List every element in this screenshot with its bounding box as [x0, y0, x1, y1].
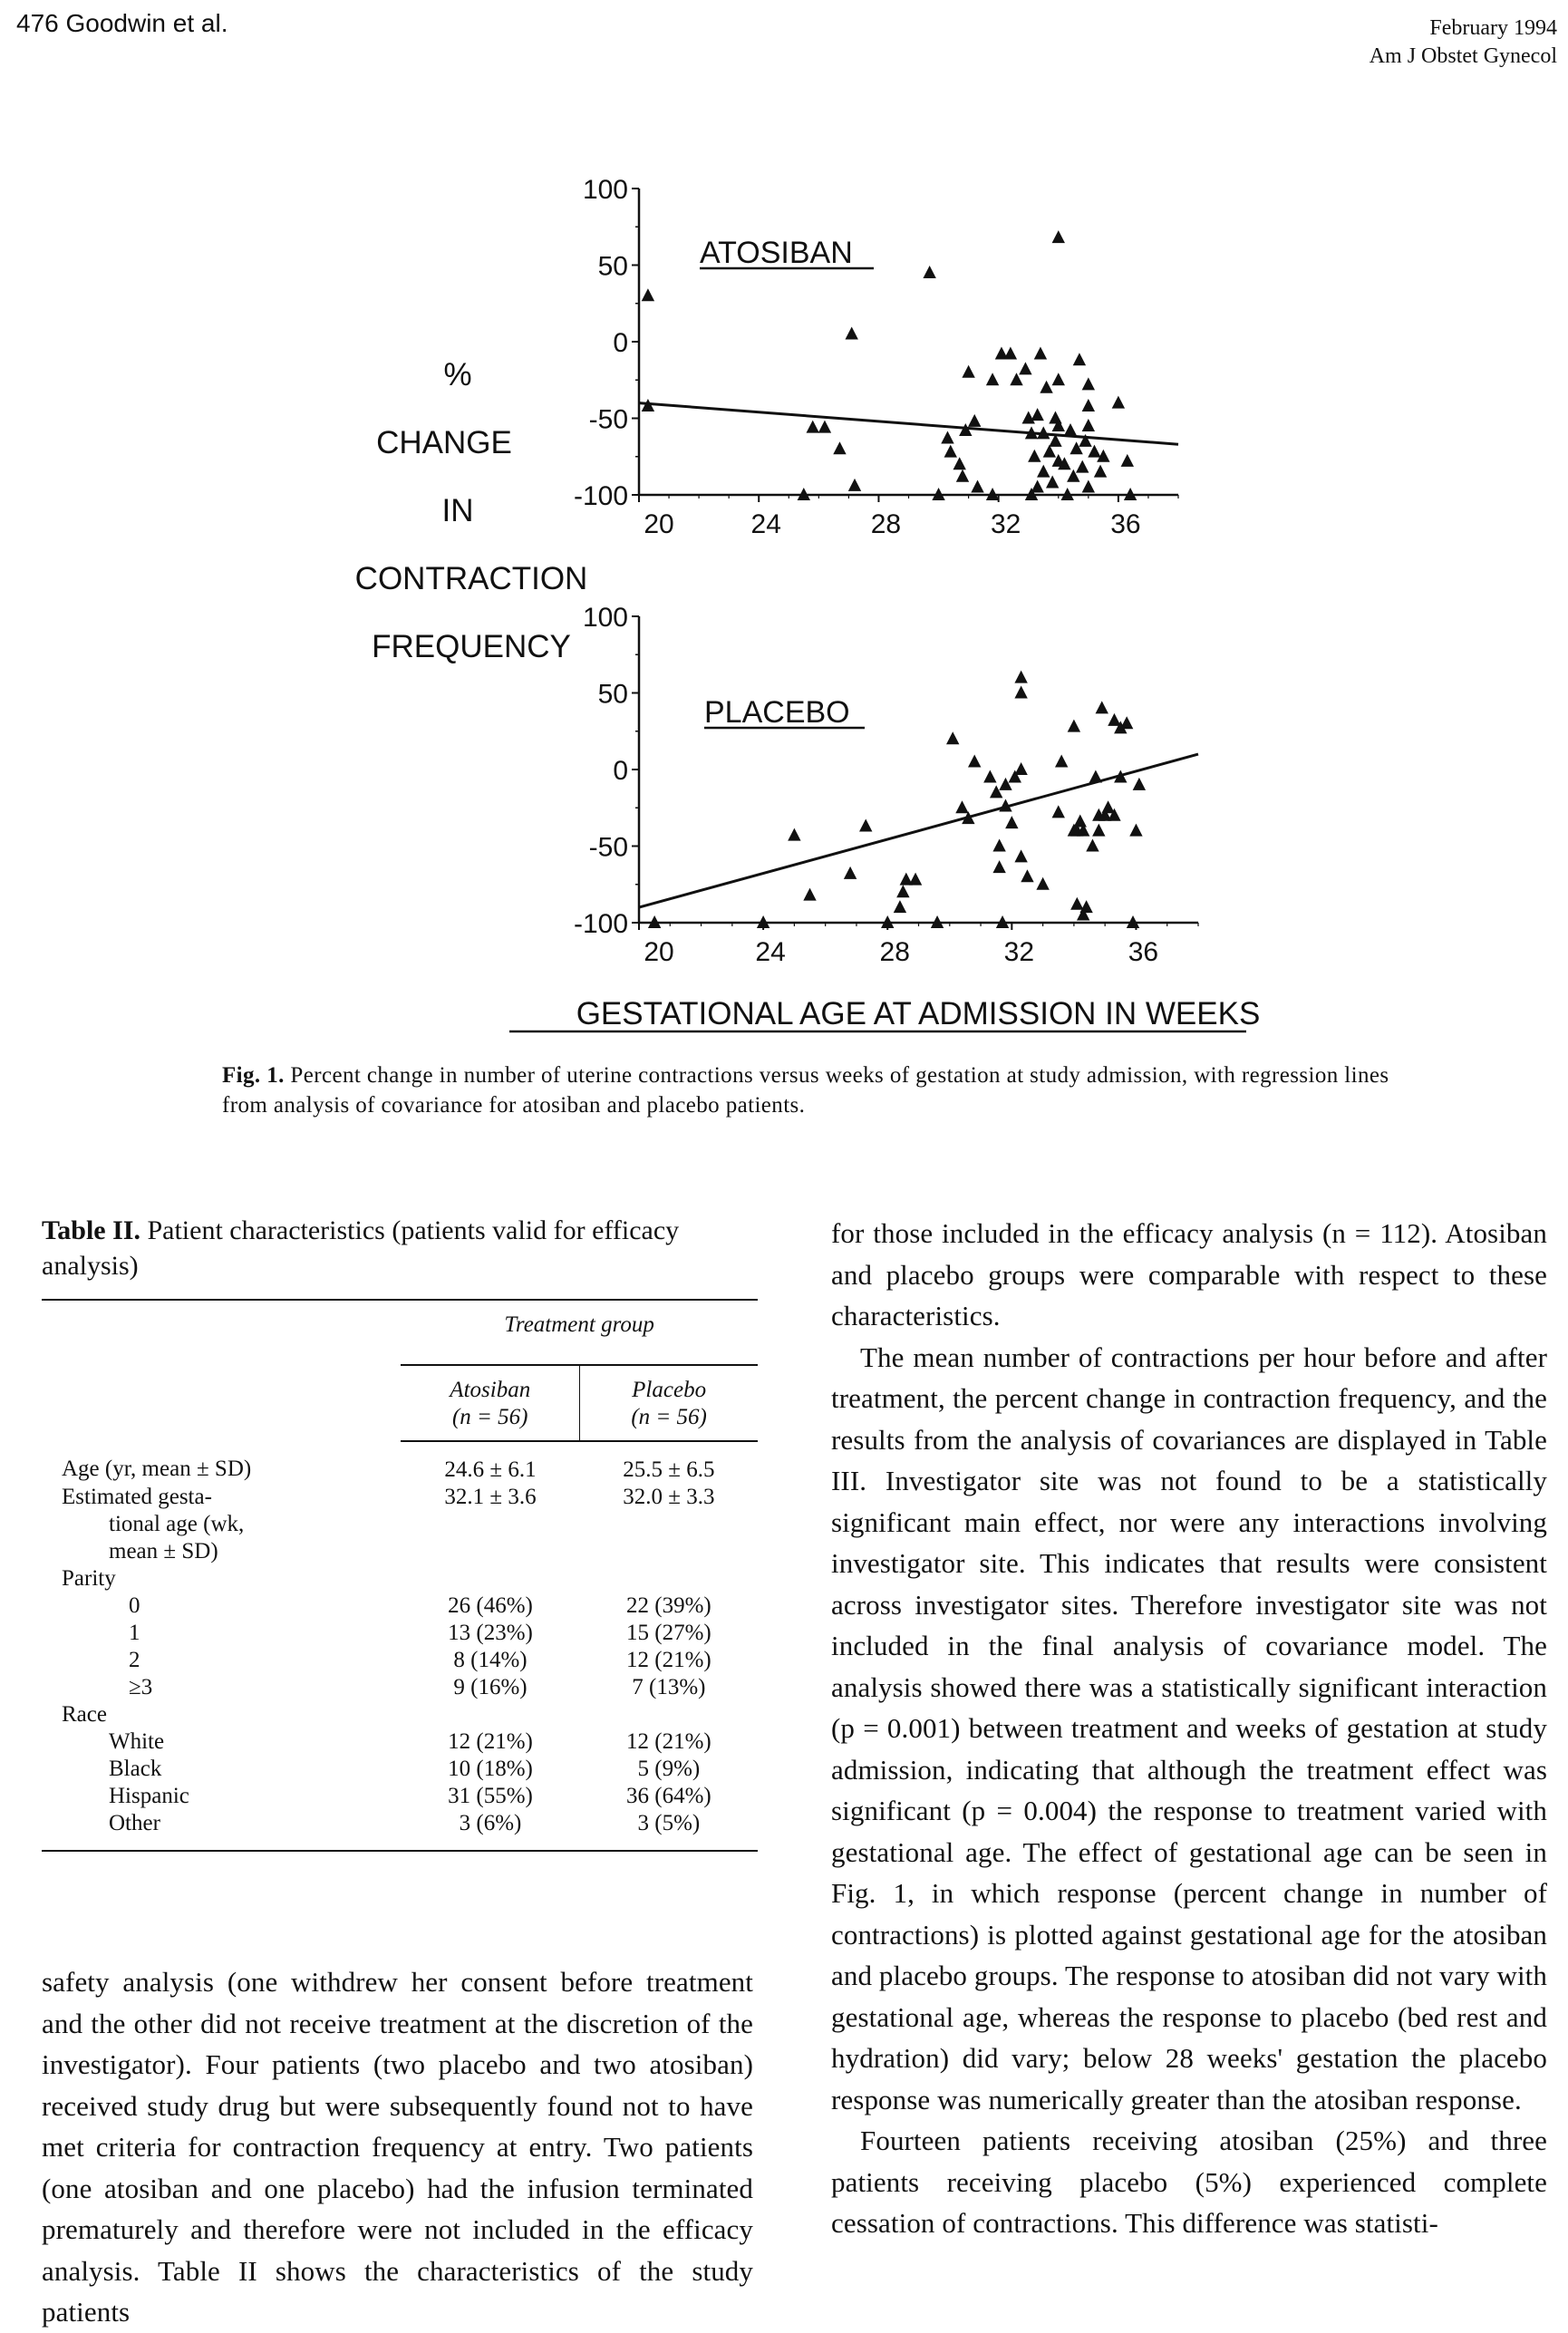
table-cell-placebo: 3 (5%)	[580, 1810, 758, 1851]
data-point	[1055, 755, 1068, 768]
running-header-left: 476 Goodwin et al.	[16, 9, 228, 37]
x-tick-label: 32	[990, 509, 1021, 539]
y-tick-label: -100	[573, 909, 628, 939]
data-point	[953, 457, 965, 470]
data-point	[1014, 849, 1027, 862]
data-point	[1019, 362, 1031, 374]
table-cell-atosiban: 9 (16%)	[453, 1675, 528, 1699]
table-cell-label: Hispanic	[109, 1784, 189, 1808]
data-point	[1031, 480, 1043, 493]
y-axis-label-line: FREQUENCY	[372, 629, 571, 664]
table-row	[42, 1592, 758, 1620]
table-col-atosiban	[401, 1365, 579, 1441]
data-point	[1101, 800, 1114, 813]
table-cell-placebo	[580, 1565, 758, 1592]
data-point	[1096, 701, 1108, 713]
data-point	[1094, 465, 1107, 478]
table-cell-placebo: 5 (9%)	[637, 1757, 701, 1781]
data-point	[1064, 423, 1077, 436]
table-row	[42, 1701, 758, 1728]
table-cell-label: Parity	[62, 1566, 116, 1591]
data-point	[1028, 450, 1040, 462]
x-tick-label: 36	[1110, 509, 1141, 539]
data-point	[642, 288, 654, 301]
table-title-text: Patient characteristics (patients valid for efficacy analysis)	[42, 1215, 680, 1281]
table-cell-placebo: 15 (27%)	[626, 1621, 711, 1645]
table-cell-placebo: 7 (13%)	[632, 1675, 706, 1699]
table-group-header: Treatment group	[401, 1300, 758, 1365]
data-point	[944, 445, 957, 458]
table-cell-placebo: 22 (39%)	[626, 1593, 711, 1618]
table-cell-placebo: 12 (21%)	[626, 1729, 711, 1754]
data-point	[946, 731, 959, 744]
table-cell-atosiban: 13 (23%)	[448, 1621, 533, 1645]
data-point	[962, 365, 974, 378]
y-tick-label: -100	[573, 481, 628, 511]
data-point	[941, 431, 953, 443]
table-cell-placebo	[580, 1538, 758, 1565]
table-cell-placebo	[580, 1701, 758, 1728]
body-column-right	[831, 1213, 1547, 2244]
table-row	[42, 1441, 758, 1484]
table-row	[42, 1620, 758, 1647]
table-row	[42, 1565, 758, 1592]
table-col-atosiban-label: Atosiban	[450, 1378, 531, 1402]
x-tick-label: 24	[750, 509, 781, 539]
y-tick-label: -50	[588, 404, 628, 435]
data-point	[1052, 230, 1065, 243]
data-point	[1112, 396, 1125, 409]
table-cell-label: 1	[129, 1621, 140, 1645]
x-tick-label: 28	[879, 937, 910, 967]
data-point	[1014, 762, 1027, 775]
table-cell-atosiban: 31 (55%)	[448, 1784, 533, 1808]
data-point	[1073, 353, 1086, 365]
table-title	[42, 1213, 731, 1283]
data-point	[1004, 347, 1017, 360]
data-point	[1014, 686, 1027, 699]
data-point	[1082, 377, 1095, 390]
panel-placebo	[574, 603, 1198, 967]
table-row	[42, 1783, 758, 1810]
table-ii	[42, 1299, 758, 1852]
table-cell-placebo	[580, 1511, 758, 1538]
table-cell-atosiban: 10 (18%)	[448, 1757, 533, 1781]
table-cell-atosiban	[401, 1565, 579, 1592]
figure-caption	[222, 1060, 1400, 1120]
table-col-placebo	[580, 1365, 758, 1441]
table-cell-atosiban: 24.6 ± 6.1	[444, 1457, 537, 1482]
data-point	[1086, 839, 1099, 852]
header-journal: Am J Obstet Gynecol	[1369, 44, 1557, 68]
table-cell-label: Black	[109, 1757, 162, 1781]
x-tick-label: 20	[644, 509, 674, 539]
table-cell-atosiban	[401, 1701, 579, 1728]
table-cell-label: ≥3	[129, 1675, 153, 1699]
data-point	[859, 819, 872, 832]
table-col-placebo-label: Placebo	[632, 1378, 707, 1402]
y-axis-label-line: CHANGE	[376, 425, 512, 460]
table-row	[42, 1484, 758, 1511]
data-point	[968, 755, 981, 768]
figure-caption-label: Fig. 1.	[222, 1063, 285, 1088]
x-tick-label: 32	[1003, 937, 1035, 967]
data-point	[844, 866, 857, 879]
x-tick-label: 36	[1128, 937, 1159, 967]
table-row	[42, 1756, 758, 1783]
y-axis-label-line: IN	[441, 493, 474, 528]
data-point	[923, 266, 935, 278]
data-point	[1037, 465, 1050, 478]
data-point	[1129, 824, 1142, 837]
body-column-left	[42, 1961, 753, 2333]
data-point	[1082, 399, 1095, 411]
body-paragraph: for those included in the efficacy analysis (n = 112). Atosiban and placebo groups were comparable with respect to these characteristics.	[831, 1217, 1547, 1331]
table-row	[42, 1728, 758, 1756]
table-cell-label: White	[109, 1729, 165, 1754]
data-point	[1014, 671, 1027, 683]
data-point	[803, 888, 816, 901]
table-cell-label: Race	[62, 1702, 107, 1727]
data-point	[894, 900, 906, 913]
data-point	[909, 873, 922, 886]
table-col-atosiban-n: (n = 56)	[451, 1405, 528, 1429]
table-cell-atosiban: 8 (14%)	[453, 1648, 528, 1672]
data-point	[971, 480, 983, 493]
y-tick-label: 0	[613, 756, 628, 786]
regression-line	[639, 403, 1178, 445]
data-point	[986, 373, 999, 385]
panel-title: PLACEBO	[704, 695, 850, 730]
table-cell-label: Other	[42, 1810, 401, 1851]
data-point	[1031, 408, 1043, 421]
data-point	[968, 414, 981, 427]
table-stub-header	[42, 1300, 401, 1441]
data-point	[818, 421, 831, 433]
data-point	[845, 327, 857, 340]
table-row	[42, 1511, 758, 1538]
data-point	[807, 421, 819, 433]
table-cell-atosiban: 3 (6%)	[401, 1810, 579, 1851]
table-cell-placebo: 12 (21%)	[626, 1648, 711, 1672]
figure-caption-text: Percent change in number of uterine contractions versus weeks of gestation at study admission, with regression lines from analysis of covariance for atosiban and placebo patients.	[222, 1063, 1389, 1118]
table-row	[42, 1674, 758, 1701]
x-tick-label: 24	[755, 937, 786, 967]
table-row	[42, 1538, 758, 1565]
data-point	[833, 441, 846, 454]
table-cell-atosiban: 26 (46%)	[448, 1593, 533, 1618]
table-cell-label: Age (yr, mean ± SD)	[62, 1457, 252, 1481]
data-point	[1082, 480, 1095, 493]
figure-1	[0, 0, 1568, 1051]
table-cell-label: mean ± SD)	[109, 1539, 218, 1563]
data-point	[1052, 805, 1065, 818]
table-cell-placebo: 25.5 ± 6.5	[623, 1457, 715, 1482]
data-point	[1005, 816, 1018, 828]
data-point	[1076, 460, 1089, 473]
data-point	[1074, 814, 1087, 827]
y-tick-label: 50	[597, 679, 628, 710]
y-tick-label: 50	[597, 251, 628, 282]
data-point	[955, 800, 968, 813]
y-axis-label-line: %	[443, 357, 472, 392]
table-cell-atosiban	[401, 1511, 579, 1538]
table-cell-placebo: 36 (64%)	[626, 1784, 711, 1808]
data-point	[848, 479, 861, 491]
data-point	[1133, 778, 1146, 790]
table-cell-atosiban: 32.1 ± 3.6	[444, 1485, 537, 1509]
data-point	[992, 860, 1005, 873]
table-cell-placebo: 32.0 ± 3.3	[623, 1485, 715, 1509]
table-cell-label: Estimated gesta-	[62, 1485, 212, 1509]
table-cell-label: 0	[129, 1593, 140, 1618]
table-cell-label: 2	[129, 1648, 140, 1672]
table-col-placebo-n: (n = 56)	[631, 1405, 707, 1429]
data-point	[956, 470, 969, 482]
data-point	[1021, 869, 1033, 882]
table-title-label: Table II.	[42, 1215, 140, 1245]
table-cell-label: tional age (wk,	[109, 1512, 245, 1536]
data-point	[1040, 381, 1052, 393]
table-cell-atosiban	[401, 1538, 579, 1565]
data-point	[1036, 877, 1049, 890]
x-tick-label: 28	[870, 509, 902, 539]
data-point	[1068, 720, 1080, 732]
table-row	[42, 1810, 758, 1851]
body-paragraph: safety analysis (one withdrew her consent before treatment and the other did not receive treatment at the discretion of the investigator). Four patients (two placebo and two atosiban) received study drug but were subsequently found not to have met criteria for contraction frequency at entry. Two patients (one atosiban and one placebo) had the infusion terminated prematurely and therefore were not included in the efficacy analysis. Table II shows the characteristics of the study patients	[42, 1966, 753, 2328]
x-tick-label: 20	[644, 937, 674, 967]
data-point	[983, 770, 996, 782]
x-axis-label: GESTATIONAL AGE AT ADMISSION IN WEEKS	[576, 996, 1261, 1031]
header-date: February 1994	[1429, 16, 1557, 40]
data-point	[896, 885, 909, 897]
body-paragraph: The mean number of contractions per hour before and after treatment, the percent change in contraction frequency, and the results from the analysis of covariances are displayed in Table III. Investigator site was not found to be a statistically significant main effect, nor were any interactions involving investigator site. This indicates that results were consistent across investigator sites. Therefore investigator site was not included in the final analysis of covariance model. The analysis showed there was a statistically significant interaction (p = 0.001) between treatment and weeks of gestation at study admission, indicating that although the treatment effect was significant (p = 0.004) the response to treatment varied with gestational age. The effect of gestational age can be seen in Fig. 1, in which response (percent change in number of contractions) is plotted against gestational age for the atosiban and placebo groups. The response to atosiban did not vary with gestational age, whereas the response to placebo (bed rest and hydration) did vary; below 28 weeks' gestation the placebo response was numerically greater than the atosiban response.	[831, 1341, 1547, 2115]
panel-title: ATOSIBAN	[700, 236, 853, 270]
y-tick-label: 100	[582, 603, 628, 633]
data-point	[1108, 713, 1120, 726]
data-point	[992, 839, 1005, 852]
y-axis-label-line: CONTRACTION	[354, 561, 588, 596]
data-point	[788, 828, 800, 841]
data-point	[1034, 347, 1047, 360]
body-paragraph: Fourteen patients receiving atosiban (25%) and three patients receiving placebo (5%) experienced complete cessation of contractions. This difference was statisti-	[831, 2125, 1547, 2239]
table-row	[42, 1647, 758, 1674]
data-point	[1089, 770, 1102, 782]
data-point	[1052, 373, 1065, 385]
data-point	[1120, 716, 1133, 729]
y-tick-label: 100	[582, 175, 628, 205]
y-tick-label: 0	[613, 328, 628, 358]
table-cell-atosiban: 12 (21%)	[448, 1729, 533, 1754]
data-point	[1092, 824, 1105, 837]
data-point	[1070, 897, 1083, 910]
panel-atosiban	[574, 175, 1178, 539]
data-point	[1121, 454, 1134, 467]
data-point	[1082, 419, 1095, 431]
y-tick-label: -50	[588, 832, 628, 863]
